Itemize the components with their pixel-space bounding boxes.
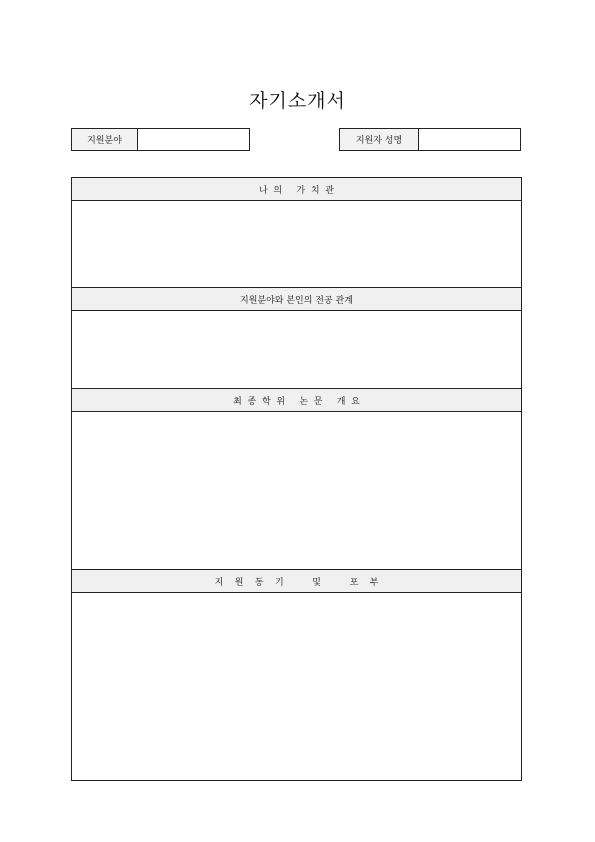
section-header-thesis-summary: 최 종 학 위 논 문 개 요 [72, 389, 521, 412]
field-of-application-box [71, 128, 250, 151]
section-thesis-summary [72, 389, 521, 570]
section-body-major-relation[interactable] [72, 311, 521, 389]
field-of-application-label: 지원분야 [72, 129, 138, 150]
section-body-motivation[interactable] [72, 593, 521, 774]
section-body-thesis-summary[interactable] [72, 412, 521, 570]
essay-table [71, 177, 522, 781]
section-motivation [72, 570, 521, 774]
section-header-major-relation: 지원분야와 본인의 전공 관계 [72, 288, 521, 311]
field-of-application-input[interactable] [138, 129, 249, 150]
section-header-values: 나 의 가 치 관 [72, 178, 521, 201]
applicant-name-label: 지원자 성명 [340, 129, 419, 150]
section-header-motivation: 지 원 동 기 및 포 부 [72, 570, 521, 593]
section-body-values[interactable] [72, 201, 521, 288]
document-title: 자기소개서 [249, 90, 346, 112]
applicant-name-box [339, 128, 521, 151]
applicant-name-input[interactable] [419, 129, 520, 150]
section-values [72, 178, 521, 288]
section-major-relation [72, 288, 521, 389]
